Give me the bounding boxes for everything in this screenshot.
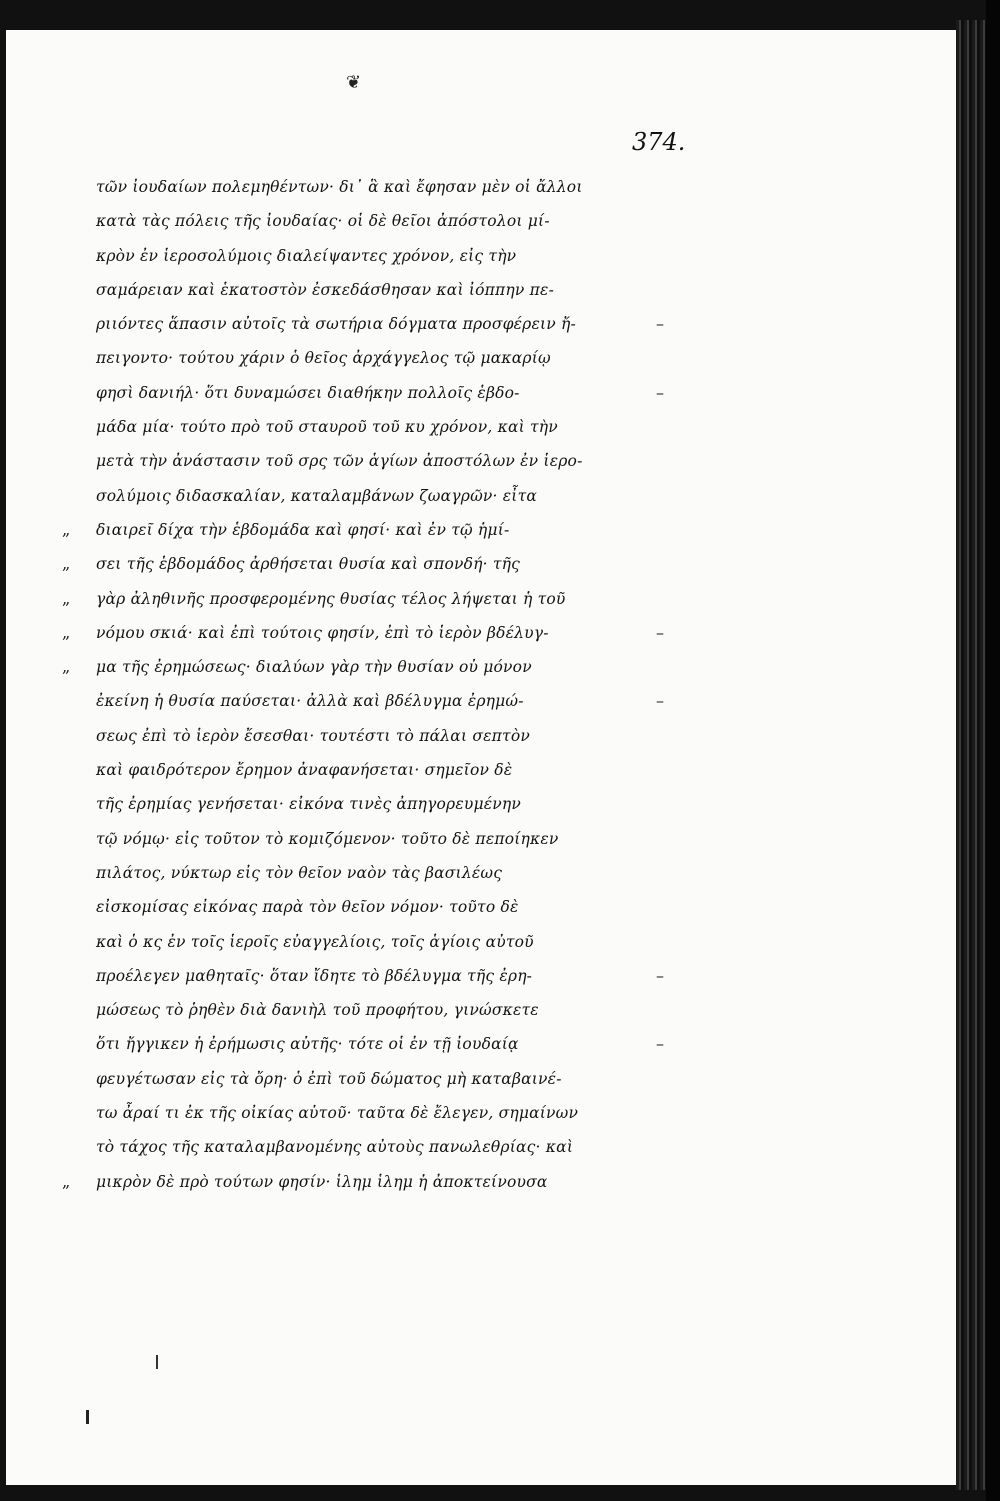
left-margin-mark: „ <box>62 588 71 608</box>
text-line <box>96 307 665 341</box>
line-text: κατὰ τὰς πόλεις τῆς ἰουδαίας· οἱ δὲ θεῖοι ἀπόστολοι μί- <box>96 212 550 231</box>
line-text: διαιρεῖ δίχα τὴν ἑβδομάδα καὶ φησί· καὶ ἐν τῷ ἡμί- <box>96 520 510 539</box>
right-margin-mark: – <box>656 382 665 402</box>
spine-edge <box>986 0 1000 1501</box>
text-line <box>96 273 656 307</box>
text-line <box>96 753 656 787</box>
text-line <box>96 1130 656 1164</box>
line-text: πειγοντο· τούτου χάριν ὁ θεῖος ἀρχάγγελος τῷ μακαρίῳ <box>96 349 551 368</box>
text-line <box>96 684 665 718</box>
text-line <box>96 719 656 753</box>
left-margin-mark: „ <box>62 1171 71 1191</box>
text-line <box>96 239 656 273</box>
text-line <box>62 616 665 650</box>
text-line <box>96 959 665 993</box>
line-text: μα τῆς ἐρημώσεως· διαλύων γὰρ τὴν θυσίαν οὐ μόνον <box>96 658 532 677</box>
text-line <box>96 1096 656 1130</box>
line-text: μετὰ τὴν ἀνάστασιν τοῦ σρς τῶν ἁγίων ἀποστόλων ἐν ἱερο- <box>96 452 583 471</box>
line-text: φευγέτωσαν εἰς τὰ ὄρη· ὁ ἐπὶ τοῦ δώματος μὴ καταβαινέ- <box>96 1069 562 1088</box>
ink-stroke-mark <box>156 1355 158 1369</box>
text-line <box>96 822 656 856</box>
text-line <box>96 787 656 821</box>
text-line <box>62 547 656 581</box>
line-text: πιλάτος, νύκτωρ εἰς τὸν θεῖον ναὸν τὰς βασιλέως <box>96 863 503 882</box>
line-text: νόμου σκιά· καὶ ἐπὶ τούτοις φησίν, ἐπὶ τὸ ἱερὸν βδέλυγ- <box>96 623 549 642</box>
line-text: ἐκείνη ἡ θυσία παύσεται· ἀλλὰ καὶ βδέλυγμα ἐρημώ- <box>96 692 524 711</box>
text-line <box>96 410 656 444</box>
text-line <box>96 170 656 204</box>
text-line <box>96 444 656 478</box>
text-line <box>96 204 656 238</box>
left-margin-mark: „ <box>62 657 71 677</box>
line-text: σαμάρειαν καὶ ἑκατοστὸν ἐσκεδάσθησαν καὶ ἰόππην πε- <box>96 280 555 299</box>
line-text: εἰσκομίσας εἰκόνας παρὰ τὸν θεῖον νόμον· τοῦτο δὲ <box>96 898 519 917</box>
line-text: ὅτι ἤγγικεν ἡ ἐρήμωσις αὐτῆς· τότε οἱ ἐν τῇ ἰουδαίᾳ <box>96 1035 519 1054</box>
line-text: γὰρ ἀληθινῆς προσφερομένης θυσίας τέλος λήψεται ἡ τοῦ <box>96 589 566 608</box>
text-line <box>62 513 656 547</box>
line-text: τὸ τάχος τῆς καταλαμβανομένης αὐτοὺς πανωλεθρίας· καὶ <box>96 1138 574 1157</box>
line-text: μικρὸν δὲ πρὸ τούτων φησίν· ἱλημ ἱλημ ἡ ἀποκτείνουσα <box>96 1172 548 1191</box>
line-text: σεως ἐπὶ τὸ ἱερὸν ἔσεσθαι· τουτέστι τὸ πάλαι σεπτὸν <box>96 726 530 745</box>
text-line <box>62 1165 656 1199</box>
left-margin-mark: „ <box>62 519 71 539</box>
line-text: προέλεγεν μαθηταῖς· ὅταν ἴδητε τὸ βδέλυγμα τῆς ἐρη- <box>96 966 533 985</box>
text-line <box>96 856 656 890</box>
right-margin-mark: – <box>656 1034 665 1054</box>
text-line <box>96 993 656 1027</box>
text-line <box>96 376 665 410</box>
line-text: φησὶ δανιήλ· ὅτι δυναμώσει διαθήκην πολλοῖς ἑβδο- <box>96 383 520 402</box>
right-margin-mark: – <box>656 691 665 711</box>
text-line <box>96 1027 665 1061</box>
line-text: μάδα μία· τούτο πρὸ τοῦ σταυροῦ τοῦ κυ χρόνον, καὶ τὴν <box>96 418 558 437</box>
ink-blot-mark <box>86 1410 89 1424</box>
line-text: τω ἆραί τι ἐκ τῆς οἰκίας αὐτοῦ· ταῦτα δὲ ἔλεγεν, σημαίνων <box>96 1104 579 1123</box>
text-line <box>96 890 656 924</box>
text-line <box>96 341 656 375</box>
text-line <box>96 1062 656 1096</box>
right-margin-mark: – <box>656 965 665 985</box>
text-line <box>96 479 656 513</box>
text-line <box>96 925 656 959</box>
right-margin-mark: – <box>656 622 665 642</box>
line-text: κρὸν ἐν ἱεροσολύμοις διαλείψαντες χρόνον, εἰς τὴν <box>96 246 517 265</box>
line-text: μώσεως τὸ ῥηθὲν διὰ δανιὴλ τοῦ προφήτου, γινώσκετε <box>96 1001 539 1020</box>
line-text: καὶ φαιδρότερον ἔρημον ἀναφανήσεται· σημεῖον δὲ <box>96 761 513 780</box>
line-text: τῷ νόμῳ· εἰς τοῦτον τὸ κομιζόμενον· τοῦτο δὲ πεποίηκεν <box>96 829 559 848</box>
left-margin-mark: „ <box>62 622 71 642</box>
text-line <box>62 582 656 616</box>
line-text: καὶ ὁ κς ἐν τοῖς ἱεροῖς εὐαγγελίοις, τοῖς ἁγίοις αὐτοῦ <box>96 932 534 951</box>
text-line <box>62 650 656 684</box>
line-text: τῆς ἐρημίας γενήσεται· εἰκόνα τινὲς ἀπηγορευμένην <box>96 795 521 814</box>
line-text: σολύμοις διδασκαλίαν, καταλαμβάνων ζωαγρῶν· εἶτα <box>96 486 538 505</box>
left-margin-mark: „ <box>62 554 71 574</box>
line-text: ριιόντες ἅπασιν αὐτοῖς τὰ σωτήρια δόγματα προσφέρειν ἤ- <box>96 315 576 334</box>
right-margin-mark: – <box>656 314 665 334</box>
manuscript-text <box>62 170 665 1199</box>
line-text: σει τῆς ἑβδομάδος ἀρθήσεται θυσία καὶ σπονδή· τῆς <box>96 555 521 574</box>
folio-number: 374. <box>632 128 686 156</box>
ornament-mark: ❦ <box>346 72 362 93</box>
book-spine <box>956 20 986 1490</box>
line-text: τῶν ἰουδαίων πολεμηθέντων· δι᾽ ἃ καὶ ἔφησαν μὲν οἱ ἄλλοι <box>96 178 583 196</box>
